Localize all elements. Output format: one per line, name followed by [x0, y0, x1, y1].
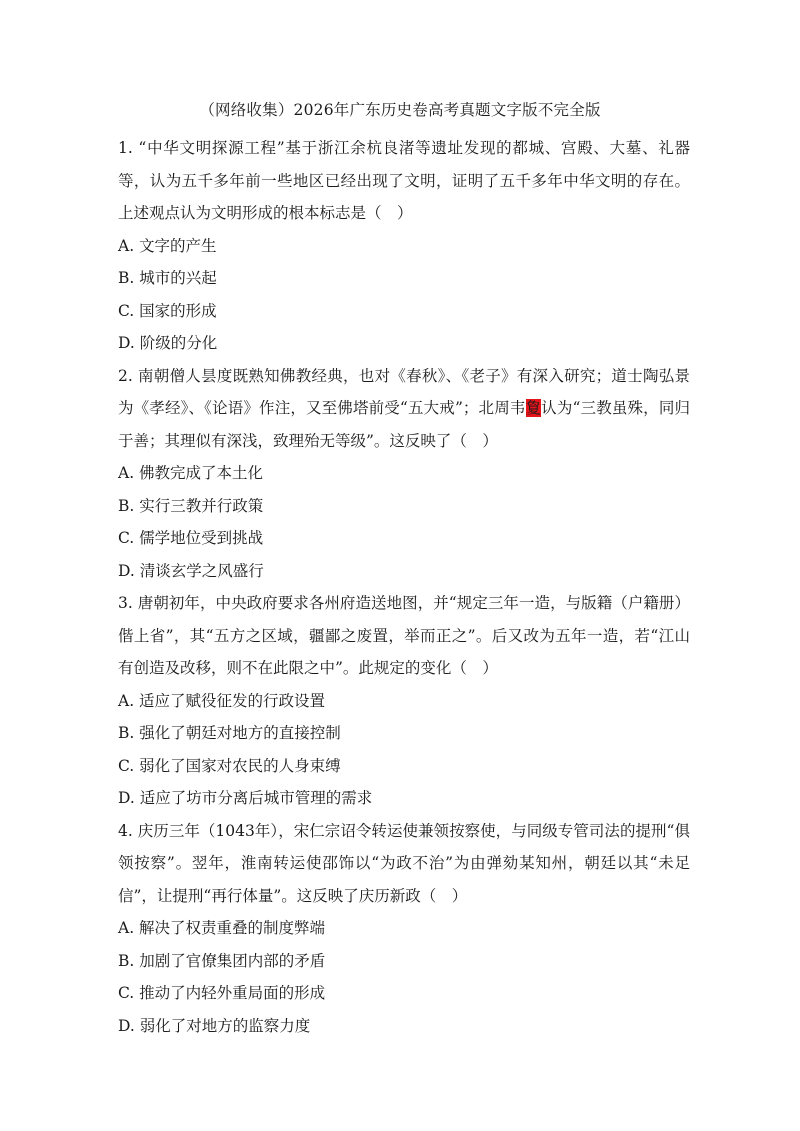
option-a: A. 佛教完成了本土化 [118, 464, 264, 482]
option-c: C. 儒学地位受到挑战 [118, 529, 264, 547]
option-b: B. 实行三教并行政策 [118, 496, 264, 515]
option-c: C. 国家的形成 [118, 301, 217, 320]
question-list [118, 132, 690, 1042]
question-stem-part: 2. 南朝僧人昙度既熟知佛教经典，也对《春秋》、《老子》有深入研究；道士陶弘景为《孝经》、《论语》作注，又至佛塔前受“五大戒”；北周韦 [118, 366, 690, 417]
option-a: A. 适应了赋役征发的行政设置 [118, 691, 326, 710]
option-c: C. 弱化了国家对农民的人身束缚 [118, 756, 341, 775]
question-stem: 1. “中华文明探源工程”基于浙江余杭良渚等遗址发现的都城、宫殿、大墓、礼器等，认为五千多年前一些地区已经出现了文明，证明了五千多年中华文明的存在。上述观点认为文明形成的根本标志是（ ） [118, 139, 690, 222]
option-d: D. 弱化了对地方的监察力度 [118, 1016, 311, 1035]
highlighted-character: 夐 [525, 399, 542, 417]
question-stem [118, 360, 690, 458]
option-d: D. 清谈玄学之风盛行 [118, 561, 264, 580]
option-a: A. 文字的产生 [118, 236, 217, 255]
option-b: B. 强化了朝廷对地方的直接控制 [118, 724, 341, 742]
option-d: D. 适应了坊市分离后城市管理的需求 [118, 789, 373, 807]
option-c: C. 推动了内轻外重局面的形成 [118, 984, 326, 1002]
option-b: B. 城市的兴起 [118, 269, 217, 287]
option-a: A. 解决了权责重叠的制度弊端 [118, 919, 326, 937]
question-stem-part: 认为“三教虽殊，同归于善；其理似有深浅，致理殆无等级”。这反映了（ ） [118, 399, 690, 450]
question-1 [118, 132, 690, 360]
question-4 [118, 815, 690, 1043]
option-d: D. 阶级的分化 [118, 334, 218, 352]
question-2 [118, 360, 690, 588]
question-stem: 4. 庆历三年（1043年），宋仁宗诏令转运使兼领按察使，与同级专管司法的提刑“俱领按察”。翌年，淮南转运使邵饰以“为政不治”为由弹劾某知州，朝廷以其“未足信”，让提刑“再行体量”。这反映了庆历新政（ ） [118, 821, 690, 905]
question-stem: 3. 唐朝初年，中央政府要求各州府造送地图，并“规定三年一造，与版籍（户籍册）偕上省”，其“五方之区域，疆鄙之废置，举而正之”。后又改为五年一造，若“江山有创造及改移，则不在此限之中”。此规定的变化（ ） [118, 594, 690, 677]
question-3 [118, 587, 690, 815]
document-title: （网络收集）2026年广东历史卷高考真题文字版不完全版 [199, 101, 601, 119]
option-b: B. 加剧了官僚集团内部的矛盾 [118, 951, 326, 970]
